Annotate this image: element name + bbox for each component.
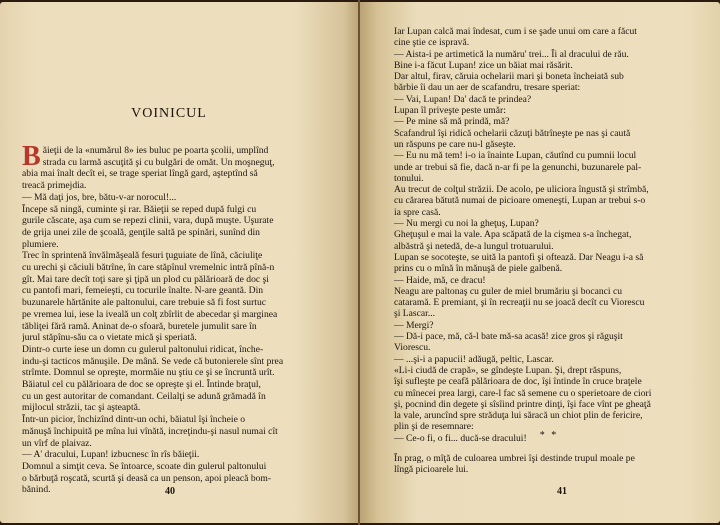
text-line: tăbliţei fără ramă. Aninat de-o sfoară, buretele jumulit sare în	[22, 320, 257, 332]
text-line: Dar altul, firav, căruia ochelarii mari şi boneta încheiată sub	[394, 71, 624, 83]
text-line: — Mergi?	[394, 319, 434, 331]
text-line: lîngă picioarele lui.	[394, 464, 469, 476]
text-line: — Dă-i pace, mă, că-l bate mă-sa acasă! zice gros şi răguşit	[394, 331, 623, 343]
text-line: — Eu nu mă tem! i-o ia înainte Lupan, căutînd cu pumnii locul	[394, 150, 637, 162]
text-line: Neagu are paltonaş cu guler de miel brumăriu şi bocanci cu	[394, 285, 623, 297]
drop-cap: B	[22, 141, 41, 172]
text-line: Bine i-a făcut Lupan! zice un băiat mai răsărit.	[394, 59, 573, 71]
text-line: albăstră şi netedă, de-a lungul trotuarului.	[394, 240, 554, 252]
text-line: «Li-i ciudă de crapă», se gîndeşte Lupan. Şi, drept răspuns,	[394, 364, 622, 376]
left-page-text	[22, 141, 332, 496]
text-line: cu un gest autoritar de comandant. Ceilalţi se adună grămadă în	[22, 390, 266, 402]
text-line: bărbie îi dau un aer de scafandru, tresare speriat:	[394, 82, 581, 94]
text-line: mănuşă închipuită pe mîna lui vînătă, increţindu-şi nasul numai cît	[22, 425, 278, 437]
text-line: — Aista-i pe artimetică la număru' trei... Îi al dracului de rău.	[394, 48, 629, 60]
text-line: Gheţuşul e mai la vale. Apa scăpată de la cişmea s-a închegat,	[394, 229, 632, 241]
text-line: cu cărarea bătută numai de picioare omeneşti, Lupan ar trebui s-o	[394, 195, 646, 207]
text-line: pe vremea lui, iese la iveală un colţ zbîrlit de abecedar şi marginea	[22, 308, 278, 320]
text-line: Scafandrul îşi ridică ochelarii căzuţi bătrîneşte pe nas şi caută	[394, 127, 631, 139]
text-line: — ...şi-i a papucii! adăugă, peltic, Lascar.	[394, 353, 554, 365]
text-line: Au trecut de colţul străzii. De acolo, pe uliciora îngustă şi strîmbă,	[394, 184, 649, 196]
text-line: unde ar trebui să fie, dacă n-ar fi pe la genunchi, buzunarele pal-	[394, 161, 642, 173]
text-line: tonului.	[394, 172, 424, 184]
text-line: gurile căscate, aşa cum se repezi clinii, vara, după muşte. Uşurate	[22, 215, 274, 227]
text-line: prins cu o mînă în mănuşă de piele galbenă.	[394, 263, 563, 275]
text-line: ia spre casă.	[394, 206, 441, 218]
text-line: plumiere.	[22, 238, 59, 250]
left-page	[0, 2, 358, 523]
text-line: Începe să ningă, cuminte şi rar. Băieţii se reped după fulgi cu	[22, 203, 257, 215]
right-page	[360, 2, 720, 523]
text-line: bănind.	[22, 484, 51, 496]
text-line: buzunarele hărtănite ale paltonului, care trebuie să fi fost surtuc	[22, 297, 267, 309]
right-page-bottom-text	[394, 453, 704, 476]
text-line: un răspuns pe care nu-l găseşte.	[394, 138, 516, 150]
text-line: Domnul a simţit ceva. Se întoarce, scoate din gulerul paltonului	[22, 460, 267, 472]
text-line: şi Lascar...	[394, 308, 436, 320]
right-page-text	[394, 26, 704, 444]
text-line: Lupan se socoteşte, se uită la pantofi şi oftează. Dar Neagu i-a să	[394, 251, 644, 263]
text-line: — Haide, mă, ce dracu!	[394, 274, 486, 286]
page-number-left: 40	[165, 486, 175, 497]
text-line: cataramă. E premiant, şi în recreaţii nu se joacă decît cu Viorescu	[394, 297, 645, 309]
text-line: ăieţii de la «numărul 8» ies buluc pe poarta şcolii, umplînd	[42, 145, 269, 156]
page-number-right: 41	[557, 486, 567, 497]
text-line: — Pe mine să mă prindă, mă?	[394, 116, 510, 128]
text-line: — Nu mergi cu noi la gheţuş, Lupan?	[394, 218, 539, 230]
text-line: plin şi de resemnare:	[394, 421, 474, 433]
text-line: treacă primejdia.	[22, 180, 87, 192]
text-line: În prag, o mîţă de culoarea umbrei îşi destinde trupul moale pe	[394, 453, 635, 464]
section-break-stars: * *	[539, 430, 559, 441]
text-line: Într-un picior, închizînd dintr-un ochi, băiatul îşi încheie o	[22, 414, 246, 426]
text-line: gît. Mai tare decît toţi sare şi ţipă un plod cu pălărioară de doc şi	[22, 273, 269, 285]
text-line: strada cu larmă ascuţită şi cu bulgări de omăt. Un moşneguţ,	[42, 156, 275, 168]
text-line: la vale, aruncînd spre străduţa lui săracă un chiot plin de fericire,	[394, 410, 643, 422]
text-line: îşi sufleşte pe ceafă pălărioara de doc, îşi întinde în cruce braţele	[394, 376, 642, 388]
text-line: de grija unei zile de şcoală, genţile saltă pe spinări, sunînd din	[22, 226, 260, 238]
text-line: cu urechi şi căciuli bătrîne, în care stăpînul vremelnic intră pînă-n	[22, 262, 275, 274]
text-line: — Mă daţi jos, bre, bătu-v-ar norocul!...	[22, 191, 177, 203]
chapter-title: VOINICUL	[131, 106, 207, 121]
text-line: — Vai, Lupan! Da' dacă te prindea?	[394, 93, 532, 105]
text-line: Iar Lupan calcă mai îndesat, cum i se şade unui om care a făcut	[394, 26, 637, 37]
text-line: mijlocul străzii, tac şi aşteaptă.	[22, 402, 141, 414]
text-line: Lupan îl priveşte peste umăr:	[394, 105, 506, 117]
text-line: — A' dracului, Lupan! izbucnesc în rîs băieţii.	[22, 449, 200, 461]
text-line: cu mînecei prea largi, care-l fac să semene cu o sperietoare de ciori	[394, 387, 652, 399]
text-line: — Ce-o fi, o fi... ducă-se dracului!	[394, 432, 527, 444]
text-line: Trec în sprintenă învălmăşeală fesuri ţuguiate de lînă, căciuliţe	[22, 250, 263, 262]
text-line: Băiatul cel cu pălărioara de doc se opreşte şi el. Întinde braţul,	[22, 379, 261, 391]
text-line: indu-şi tacticos mănuşile. De mână. Se vede că butonierele sînt prea	[22, 355, 284, 367]
text-line: o bărbuţă roşcată, scurtă şi deasă ca un penson, apoi pleacă bom-	[22, 472, 272, 484]
text-line: un vîrf de plaivaz.	[22, 437, 92, 449]
text-line: abia mai înalt decît ei, se trage speriat lîngă gard, aşteptînd să	[22, 168, 258, 180]
text-line: jurul stăpînu-său ca o vietate mică şi speriată.	[22, 332, 197, 344]
text-line: cine ştie ce ispravă.	[394, 37, 470, 49]
text-line: şi, pocnind din degete şi sîsîind printre dinţi, îşi face vînt pe gheaţă	[394, 398, 651, 410]
text-line: Viorescu.	[394, 342, 431, 354]
text-line: Dintr-o curte iese un domn cu gulerul paltonului ridicat, înche-	[22, 343, 264, 355]
text-line: cu pantofi mari, femeieşti, cu tocurile înalte. N-are geantă. Din	[22, 285, 264, 297]
text-line: strîmte. Domnul se opreşte, mormăie nu ştiu ce şi se încruntă urît.	[22, 367, 275, 379]
